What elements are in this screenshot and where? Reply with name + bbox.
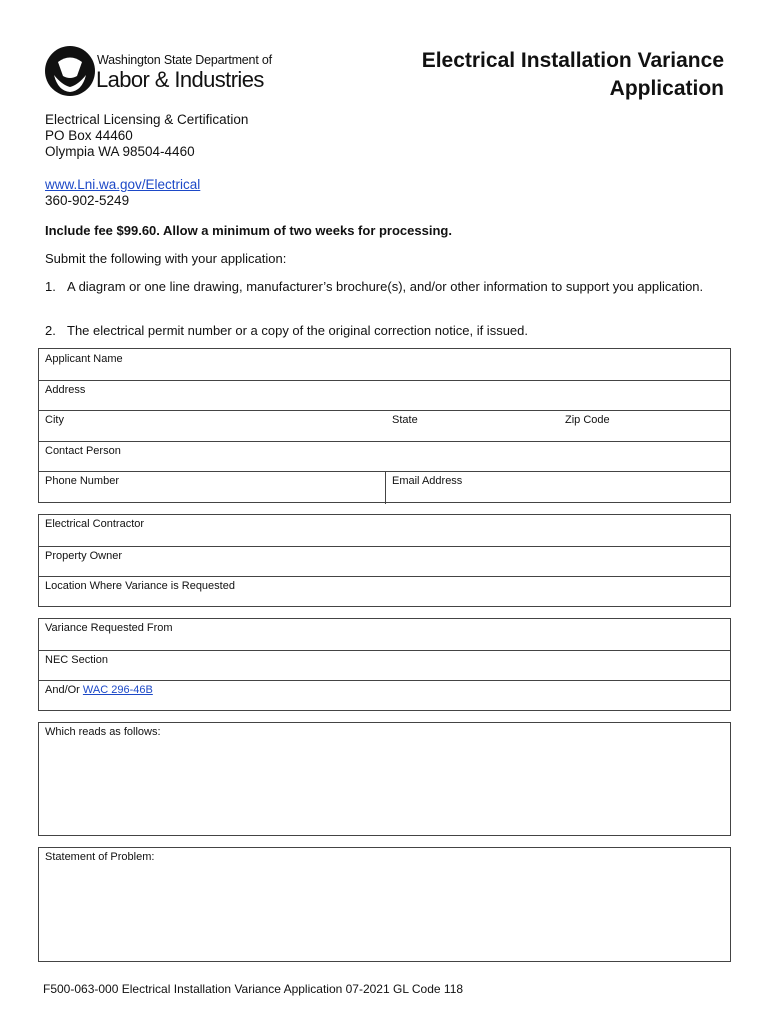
address-field[interactable] <box>39 380 730 411</box>
page-title <box>422 47 724 103</box>
po-box: PO Box 44460 <box>45 128 133 143</box>
website-link[interactable]: www.Lni.wa.gov/Electrical <box>45 177 201 192</box>
form-footer: F500-063-000 Electrical Installation Variance Application 07-2021 GL Code 118 <box>43 982 464 996</box>
applicant-info-section <box>38 348 731 503</box>
web-contact <box>45 177 200 209</box>
electrical-contractor-field[interactable] <box>39 515 730 546</box>
field-divider <box>385 472 386 504</box>
list-item-number: 1. <box>45 279 56 294</box>
city-line: Olympia WA 98504-4460 <box>45 144 195 159</box>
list-item-number: 2. <box>45 323 56 338</box>
phone-email-row <box>39 471 730 504</box>
variance-section <box>38 618 731 711</box>
and-or-text: And/Or <box>45 684 80 696</box>
nec-section-field[interactable] <box>39 650 730 681</box>
department-name: Washington State Department of <box>97 53 272 67</box>
property-owner-field[interactable] <box>39 546 730 577</box>
contact-person-label: Contact Person <box>45 445 121 457</box>
variance-requested-from-field[interactable] <box>39 619 730 650</box>
statement-of-problem-field[interactable] <box>38 847 731 962</box>
electrical-contractor-label: Electrical Contractor <box>45 518 145 530</box>
email-address-label: Email Address <box>392 475 463 487</box>
property-info-section <box>38 514 731 607</box>
nec-section-label: NEC Section <box>45 654 108 666</box>
variance-from-label: Variance Requested From <box>45 622 173 634</box>
reads-as-follows-label: Which reads as follows: <box>45 726 161 738</box>
location-field[interactable] <box>39 576 730 608</box>
applicant-name-field[interactable] <box>39 349 730 379</box>
title-line-1: Electrical Installation Variance <box>421 49 724 72</box>
applicant-name-label: Applicant Name <box>45 353 123 365</box>
phone-number: 360-902-5249 <box>45 193 130 208</box>
contact-person-field[interactable] <box>39 441 730 472</box>
state-label: State <box>392 414 418 426</box>
reads-as-follows-field[interactable] <box>38 722 731 836</box>
org-name: Electrical Licensing & Certification <box>45 112 249 127</box>
address-label: Address <box>45 384 86 396</box>
city-state-zip-row <box>39 410 730 441</box>
wac-link[interactable]: WAC 296-46B <box>82 684 153 696</box>
statement-label: Statement of Problem: <box>45 851 155 863</box>
zip-label: Zip Code <box>565 414 610 426</box>
list-item-text: A diagram or one line drawing, manufacturer’s brochure(s), and/or other information to support you application. <box>67 279 704 294</box>
submit-instructions: Submit the following with your application: <box>45 251 287 266</box>
phone-number-label: Phone Number <box>45 475 119 487</box>
title-line-2: Application <box>609 77 724 100</box>
fee-notice: Include fee $99.60. Allow a minimum of two weeks for processing. <box>45 223 452 238</box>
lni-logo-icon <box>44 45 96 97</box>
mailing-address <box>45 112 248 160</box>
wac-field[interactable] <box>39 680 730 712</box>
and-or-label <box>45 684 153 696</box>
location-label: Location Where Variance is Requested <box>45 580 235 592</box>
property-owner-label: Property Owner <box>45 550 123 562</box>
list-item-text: The electrical permit number or a copy of the original correction notice, if issued. <box>67 323 528 338</box>
agency-name: Labor & Industries <box>96 67 264 92</box>
city-label: City <box>45 414 64 426</box>
